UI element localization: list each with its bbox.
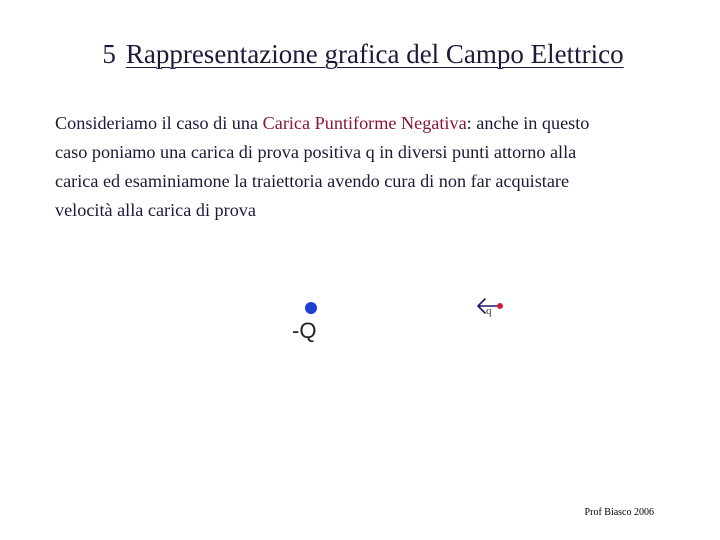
body-line-4: velocità alla carica di prova <box>55 200 256 220</box>
body-line-1-end: : anche in questo <box>466 113 590 133</box>
test-charge-group <box>470 296 510 322</box>
body-line-2: caso poniamo una carica di prova positiva q in diversi punti attorno alla <box>55 142 577 162</box>
title-number: 5 <box>102 39 116 69</box>
slide-title <box>0 36 720 72</box>
test-charge-label: q <box>486 305 492 317</box>
body-line-3: carica ed esaminiamone la traiettoria avendo cura di non far acquistare <box>55 171 570 191</box>
highlight-negative-charge: Carica Puntiforme Negativa <box>262 113 467 133</box>
test-charge-dot <box>497 303 503 309</box>
negative-charge-dot <box>305 302 317 314</box>
title-text: Rappresentazione grafica del Campo Elettrico <box>125 39 624 69</box>
negative-charge-label: -Q <box>292 318 317 343</box>
body-line-1 <box>55 109 665 138</box>
footer-credit: Prof Biasco 2006 <box>584 507 654 518</box>
body-line-1-start: Consideriamo il caso di una <box>55 113 263 133</box>
body-paragraph <box>55 109 665 225</box>
